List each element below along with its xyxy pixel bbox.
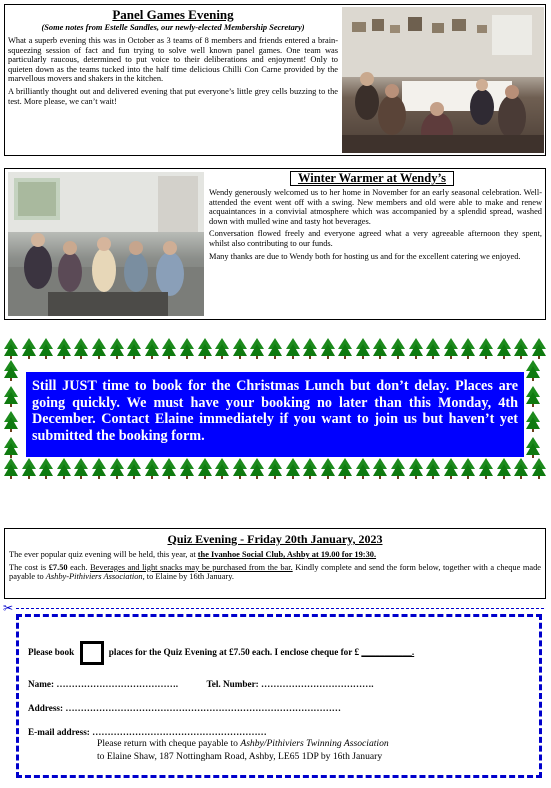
christmas-tree-icon: [4, 386, 18, 407]
panel-games-photo: [342, 7, 544, 153]
winter-warmer-text: [209, 185, 542, 261]
christmas-tree-icon: [526, 411, 540, 432]
christmas-tree-icon: [497, 338, 511, 359]
quiz-evening-article: [4, 528, 546, 599]
christmas-tree-icon: [444, 338, 458, 359]
christmas-tree-icon: [373, 338, 387, 359]
christmas-tree-icon: [22, 458, 36, 479]
christmas-tree-icon: [4, 360, 18, 381]
christmas-tree-icon: [22, 338, 36, 359]
christmas-tree-icon: [233, 458, 247, 479]
tree-border-top: [4, 338, 546, 360]
christmas-tree-icon: [110, 338, 124, 359]
winter-warmer-paragraph-3: Many thanks are due to Wendy both for hosting us and for the excellent catering we enjoyed.: [209, 251, 521, 261]
tree-border-right: [526, 360, 546, 458]
quiz-line2-d: to Elaine by 16th January.: [144, 572, 234, 582]
quiz-line2-a: The cost is: [9, 562, 49, 572]
christmas-tree-icon: [4, 411, 18, 432]
christmas-tree-icon: [426, 458, 440, 479]
quiz-venue: the Ivanhoe Social Club, Ashby at 19.00 for 19:30.: [197, 550, 377, 559]
return-address: to Elaine Shaw, 187 Nottingham Road, Ashby, LE65 1DP by 16th January: [97, 751, 383, 762]
christmas-tree-icon: [145, 458, 159, 479]
panel-games-paragraph-1: What a superb evening this was in October as 3 teams of 8 members and friends entered a brain-squeezing session of fact and fun trying to solve well known panel games. One team was particularly raucous, determined to put voice to their deliberations and enjoyment! Only to quieten down as the teams tucked into the half time delicious Chilli Con Carne provided by the marvellous movers and shakers in the kitchen.: [8, 36, 338, 84]
christmas-tree-icon: [426, 338, 440, 359]
christmas-tree-icon: [4, 437, 18, 458]
christmas-tree-icon: [39, 338, 53, 359]
christmas-tree-icon: [268, 458, 282, 479]
christmas-tree-icon: [391, 458, 405, 479]
christmas-tree-icon: [338, 338, 352, 359]
christmas-tree-icon: [461, 458, 475, 479]
book-label: Please book: [28, 647, 75, 658]
christmas-tree-icon: [145, 338, 159, 359]
christmas-tree-icon: [479, 338, 493, 359]
name-row: [28, 679, 374, 689]
christmas-lunch-notice: [4, 338, 546, 480]
christmas-tree-icon: [461, 338, 475, 359]
address-field[interactable]: Address: ………………………………………………………………………………: [28, 703, 341, 713]
cut-line: [16, 608, 544, 609]
winter-warmer-paragraph-1: Wendy generously welcomed us to her home in November for an early seasonal celebration. Well-attended the event went off with a swing. New members and old were able to make and renew acquaintances in a convivial atmosphere which was accompanied by a splendid spread, washed down with mulled wine and tasty hot beverages.: [209, 188, 542, 226]
christmas-tree-icon: [444, 458, 458, 479]
christmas-tree-icon: [479, 458, 493, 479]
christmas-tree-icon: [286, 458, 300, 479]
panel-games-paragraph-2: A brilliantly thought out and delivered evening that put everyone’s little grey cells buzzing to the test. More please, we can’t wait!: [8, 86, 338, 106]
christmas-tree-icon: [74, 458, 88, 479]
christmas-tree-icon: [409, 458, 423, 479]
panel-games-subtitle: (Some notes from Estelle Sandles, our newly-elected Membership Secretary): [41, 23, 305, 32]
tel-field[interactable]: Tel. Number: ……………………………….: [206, 679, 374, 689]
quiz-booking-form: [16, 614, 542, 778]
christmas-tree-icon: [526, 360, 540, 381]
christmas-tree-icon: [198, 458, 212, 479]
christmas-tree-icon: [162, 338, 176, 359]
christmas-tree-icon: [526, 386, 540, 407]
christmas-tree-icon: [532, 458, 546, 479]
quiz-line1-prefix: The ever popular quiz evening will be held, this year, at: [9, 550, 198, 559]
cheque-amount-blank[interactable]: ___________.: [361, 647, 415, 658]
quiz-line2-c: Kindly complete and send the form below, together with a cheque made payable to: [9, 562, 541, 582]
christmas-tree-icon: [57, 338, 71, 359]
winter-warmer-title-box: [290, 171, 454, 186]
christmas-tree-icon: [110, 458, 124, 479]
christmas-tree-icon: [92, 458, 106, 479]
scissors-icon: ✂: [3, 601, 14, 615]
return-prefix: Please return with cheque payable to: [97, 738, 241, 749]
christmas-tree-icon: [303, 458, 317, 479]
christmas-lunch-text: Still JUST time to book for the Christmas Lunch but don’t delay. Places are going quickly. We must have your booking no later than this Monday, 4th December. Contact Elaine immediately if you want to join us but haven’t yet submitted the booking form.: [26, 372, 524, 457]
christmas-tree-icon: [215, 458, 229, 479]
christmas-tree-icon: [514, 338, 528, 359]
christmas-tree-icon: [356, 458, 370, 479]
winter-warmer-paragraph-2: Conversation flowed freely and everyone agreed what a very agreeable afternoon they spent, whilst also contributing to our funds.: [209, 229, 542, 248]
christmas-tree-icon: [409, 338, 423, 359]
quiz-evening-line-2: [5, 563, 545, 582]
tree-border-bottom: [4, 458, 546, 480]
christmas-tree-icon: [198, 338, 212, 359]
christmas-tree-icon: [373, 458, 387, 479]
quiz-payee: Ashby-Pithiviers Association,: [45, 572, 145, 582]
panel-games-photo-drawing: [342, 7, 544, 153]
winter-warmer-photo-drawing: [8, 172, 204, 316]
name-field[interactable]: Name: ………………………………….: [28, 679, 179, 689]
christmas-tree-icon: [250, 338, 264, 359]
christmas-tree-icon: [162, 458, 176, 479]
christmas-tree-icon: [180, 338, 194, 359]
email-field[interactable]: E-mail address: …………………………………………………: [28, 727, 267, 737]
winter-warmer-article: [4, 168, 546, 320]
christmas-tree-icon: [356, 338, 370, 359]
christmas-tree-icon: [303, 338, 317, 359]
christmas-tree-icon: [391, 338, 405, 359]
christmas-tree-icon: [286, 338, 300, 359]
christmas-tree-icon: [233, 338, 247, 359]
christmas-tree-icon: [268, 338, 282, 359]
quiz-line2-b: each.: [67, 562, 91, 572]
christmas-tree-icon: [92, 338, 106, 359]
address-row: [28, 703, 341, 713]
christmas-tree-icon: [39, 458, 53, 479]
quiz-cost: £7.50: [48, 562, 68, 572]
return-instructions: [97, 737, 389, 763]
christmas-tree-icon: [514, 458, 528, 479]
winter-warmer-title: Winter Warmer at Wendy’s: [297, 171, 447, 185]
quiz-evening-title: Quiz Evening - Friday 20th January, 2023: [167, 532, 383, 546]
panel-games-article: [4, 4, 546, 156]
winter-warmer-photo: [8, 172, 204, 316]
panel-games-text: [8, 7, 338, 106]
panel-games-title: Panel Games Evening: [112, 7, 234, 22]
christmas-tree-icon: [74, 338, 88, 359]
christmas-tree-icon: [180, 458, 194, 479]
christmas-tree-icon: [321, 338, 335, 359]
tree-border-left: [4, 360, 24, 458]
quiz-bar-note: Beverages and light snacks may be purchased from the bar.: [90, 562, 293, 572]
christmas-tree-icon: [526, 437, 540, 458]
places-input-box[interactable]: [80, 641, 104, 665]
christmas-tree-icon: [497, 458, 511, 479]
christmas-tree-icon: [215, 338, 229, 359]
christmas-tree-icon: [338, 458, 352, 479]
quiz-evening-line-1: [5, 550, 545, 560]
christmas-tree-icon: [4, 338, 18, 359]
christmas-tree-icon: [250, 458, 264, 479]
booking-row: [28, 641, 414, 665]
return-payee: Ashby/Pithiviers Twinning Association: [240, 738, 389, 749]
email-row: [28, 727, 267, 737]
christmas-tree-icon: [4, 458, 18, 479]
christmas-tree-icon: [127, 338, 141, 359]
christmas-tree-icon: [57, 458, 71, 479]
christmas-tree-icon: [321, 458, 335, 479]
christmas-tree-icon: [532, 338, 546, 359]
book-label-2: places for the Quiz Evening at £7.50 each. I enclose cheque for £: [108, 647, 362, 658]
christmas-tree-icon: [127, 458, 141, 479]
